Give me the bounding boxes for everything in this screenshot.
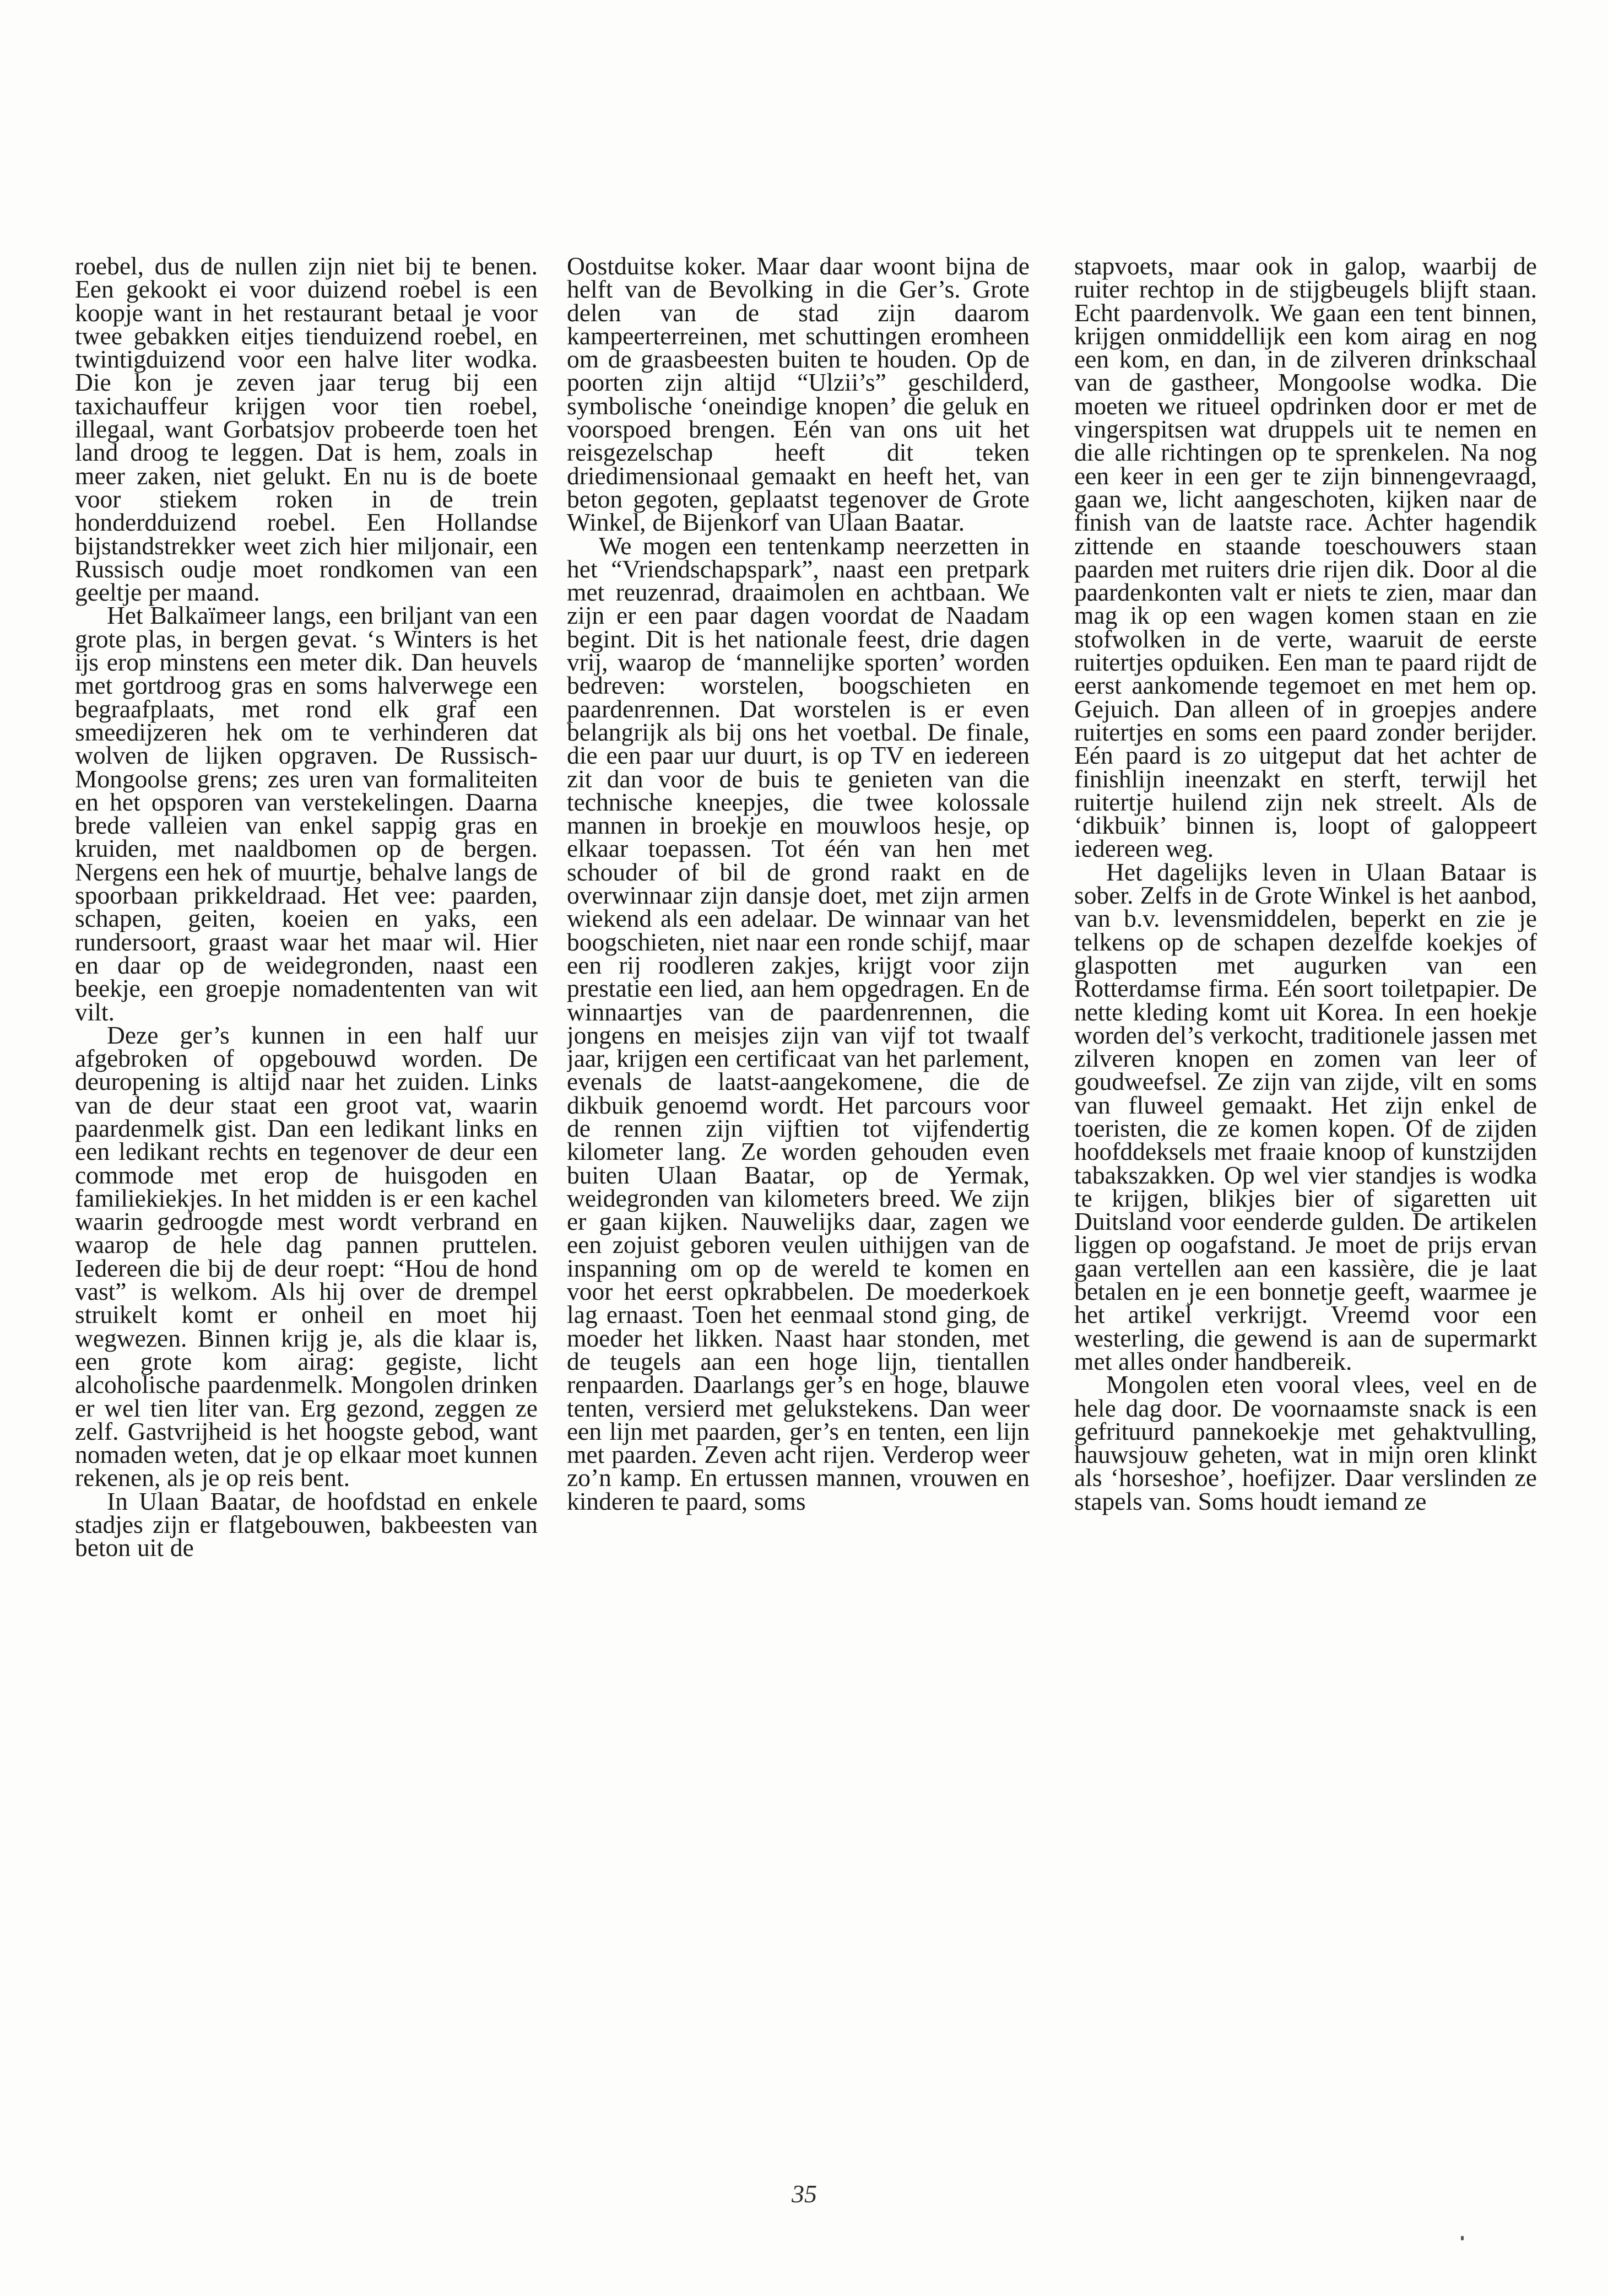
- paragraph: Mongolen eten vooral vlees, veel en de hele dag door. De voornaamste snack is een gefrituurd pannekoekje met gehaktvulling, hauwsjouw geheten, wat in mijn oren klinkt als ‘horseshoe’, hoefijzer. Daar verslinden ze stapels van. Soms houdt iemand ze: [1074, 1370, 1537, 1515]
- paragraph: In Ulaan Baatar, de hoofdstad en enkele stadjes zijn er flatgebouwen, bakbeesten van beton uit de: [75, 1487, 538, 1562]
- scan-speck: [1461, 2236, 1464, 2240]
- paragraph: We mogen een tentenkamp neerzetten in het “Vriendschapspark”, naast een pretpark met reuzenrad, draaimolen en achtbaan. We zijn er een paar dagen voordat de Naadam begint. Dit is het nationale feest, drie dagen vrij, waarop de ‘mannelijke sporten’ worden bedreven: worstelen, boogschieten en paardenrennen. Dat worstelen is er even belangrijk als bij ons het voetbal. De finale, die een paar uur duurt, is op TV en iedereen zit dan voor de buis te genieten van die technische kneepjes, die twee kolossale mannen in broekje en mouwloos hesje, op elkaar toepassen. Tot één van hen met schouder of bil de grond raakt en de overwinnaar zijn dansje doet, met zijn armen wiekend als een adelaar. De winnaar van het boogschieten, niet naar een ronde schijf, maar een rij roodleren zakjes, krijgt voor zijn prestatie een lied, aan hem opgedragen. En de winnaartjes van de paardenrennen, die jongens en meisjes zijn van vijf tot twaalf jaar, krijgen een certificaat van het parlement, evenals de laatst-aangekomene, die de dikbuik genoemd wordt. Het parcours voor de rennen zijn vijftien tot vijfendertig kilometer lang. Ze worden gehouden even buiten Ulaan Baatar, op de Yermak, weidegronden van kilometers breed. We zijn er gaan kijken. Nauwelijks daar, zagen we een zojuist geboren veulen uithijgen van de inspanning om op de wereld te komen en voor het eerst opkrabbelen. De moederkoek lag ernaast. Toen het eenmaal stond ging, de moeder het likken. Naast haar stonden, met de teugels aan een hoge lijn, tientallen renpaarden. Daarlangs ger’s en hoge, blauwe tenten, versierd met gelukstekens. Dan weer een lijn met paarden, ger’s en tenten, een lijn met paarden. Zeven acht rijen. Verderop weer zo’n kamp. En ertussen mannen, vrouwen en kinderen te paard, soms: [567, 531, 1030, 1515]
- paragraph: Deze ger’s kunnen in een half uur afgebroken of opgebouwd worden. De deuropening is altijd naar het zuiden. Links van de deur staat een groot vat, waarin paardenmelk gist. Dan een ledikant links en een ledikant rechts en tegenover de deur een commode met erop de huisgoden en familiekiekjes. In het midden is er een kachel waarin gedroogde mest wordt verbrand en waarop de hele dag pannen pruttelen. Iedereen die bij de deur roept: “Hou de hond vast” is welkom. Als hij over de drempel struikelt komt er onheil en moet hij wegwezen. Binnen krijg je, als die klaar is, een grote kom airag: gegiste, licht alcoholische paardenmelk. Mongolen drinken er wel tien liter van. Erg gezond, zeggen ze zelf. Gastvrijheid is het hoogste gebod, want nomaden weten, dat je op elkaar moet kunnen rekenen, als je op reis bent.: [75, 1020, 538, 1492]
- page-number: 35: [792, 2180, 817, 2208]
- paragraph: Oostduitse koker. Maar daar woont bijna de helft van de Bevolking in die Ger’s. Grote delen van de stad zijn daarom kampeerterreinen, met schuttingen eromheen om de graasbeesten buiten te houden. Op de poorten zijn altijd “Ulzii’s” geschilderd, symbolische ‘oneindige knopen’ die geluk en voorspoed brengen. Eén van ons uit het reisgezelschap heeft dit teken driedimensionaal gemaakt en heeft het, van beton gegoten, geplaatst tegenover de Grote Winkel, de Bijenkorf van Ulaan Baatar.: [567, 255, 1030, 537]
- paragraph: Het Balkaïmeer langs, een briljant van een grote plas, in bergen gevat. ‘s Winters is het ijs erop minstens een meter dik. Dan heuvels met gortdroog gras en soms halverwege een begraafplaats, met rond elk graf een smeedijzeren hek om te verhinderen dat wolven de lijken opgraven. De Russisch-Mongoolse grens; zes uren van formaliteiten en het opsporen van verstekelingen. Daarna brede valleien van enkel sappig gras en kruiden, met naaldbomen op de bergen. Nergens een hek of muurtje, behalve langs de spoorbaan prikkeldraad. Het vee: paarden, schapen, geiten, koeien en yaks, een rundersoort, graast waar het maar wil. Hier en daar op de weidegronden, naast een beekje, een groepje nomadententen van wit vilt.: [75, 601, 538, 1026]
- text-column-3: [1074, 255, 1537, 2139]
- text-column-2: [567, 255, 1030, 2139]
- paragraph: Het dagelijks leven in Ulaan Bataar is sober. Zelfs in de Grote Winkel is het aanbod, van b.v. levensmiddelen, beperkt en zie je telkens op de schapen dezelfde koekjes of glaspotten met augurken van een Rotterdamse firma. Eén soort toiletpapier. De nette kleding komt uit Korea. In een hoekje worden del’s verkocht, traditionele jassen met zilveren knopen en zomen van leer of goudweefsel. Ze zijn van zijde, vilt en soms van fluweel gemaakt. Het zijn enkel de toeristen, die ze komen kopen. Of de zijden hoofddeksels met fraaie knoop of kunstzijden tabakszakken. Op wel vier standjes is wodka te krijgen, blikjes bier of sigaretten uit Duitsland voor eenderde gulden. De artikelen liggen op oogafstand. Je moet de prijs ervan gaan vertellen aan een kassière, die je laat betalen en je een bonnetje geeft, waarmee je het artikel verkrijgt. Vreemd voor een westerling, die gewend is aan de supermarkt met alles onder handbereik.: [1074, 857, 1537, 1375]
- paragraph: roebel, dus de nullen zijn niet bij te benen. Een gekookt ei voor duizend roebel is een koopje want in het restaurant betaal je voor twee gebakken eitjes tienduizend roebel, en twintigduizend voor een halve liter wodka. Die kon je zeven jaar terug bij een taxichauffeur krijgen voor tien roebel, illegaal, want Gorbatsjov probeerde toen het land droog te leggen. Dat is hem, zoals in meer zaken, niet gelukt. En nu is de boete voor stiekem roken in de trein honderdduizend roebel. Een Hollandse bijstandstrekker weet zich hier miljonair, een Russisch oudje moet rondkomen van een geeltje per maand.: [75, 255, 538, 607]
- text-column-1: [75, 255, 538, 2139]
- paragraph: stapvoets, maar ook in galop, waarbij de ruiter rechtop in de stijgbeugels blijft staan. Echt paardenvolk. We gaan een tent binnen, krijgen onmiddellijk een kom airag en nog een kom, en dan, in de zilveren drinkschaal van de gastheer, Mongoolse wodka. Die moeten we ritueel opdrinken door er met de vingerspitsen wat druppels uit te nemen en die alle richtingen op te sprenkelen. Na nog een keer in een ger te zijn binnengevraagd, gaan we, licht aangeschoten, kijken naar de finish van de laatste race. Achter hagendik zittende en staande toeschouwers staan paarden met ruiters drie rijen dik. Door al die paardenkonten valt er niets te zien, maar dan mag ik op een wagen komen staan en zie stofwolken in de verte, waaruit de eerste ruitertjes opduiken. Een man te paard rijdt de eerst aankomende tegemoet en met hem op. Gejuich. Dan alleen of in groepjes andere ruitertjes en soms een paard zonder berijder. Eén paard is zo uitgeput dat het achter de finishlijn ineenzakt en sterft, terwijl het ruitertje huilend zijn nek streelt. Als de ‘dikbuik’ binnen is, loopt of galoppeert iedereen weg.: [1074, 255, 1537, 863]
